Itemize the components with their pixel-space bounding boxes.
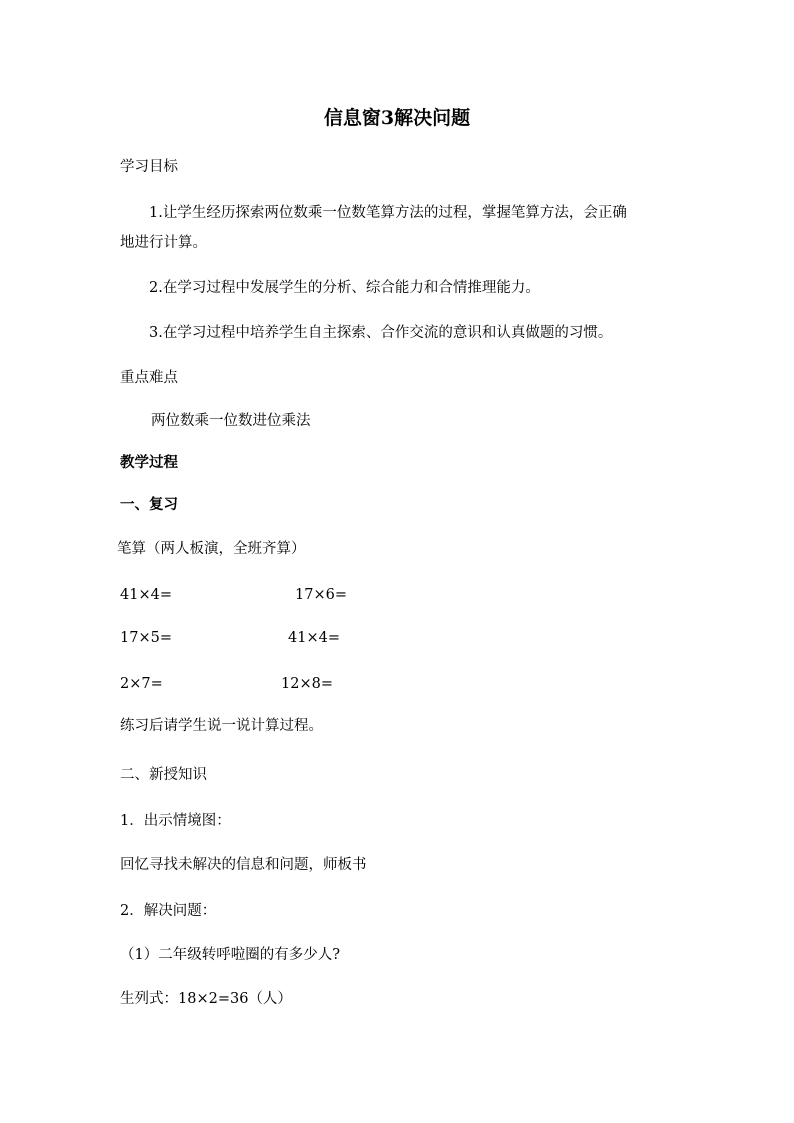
goal-item-1-line-1: 1.让学生经历探索两位数乘一位数笔算方法的过程，掌握笔算方法，会正确	[149, 205, 627, 221]
review-heading: 一、复习	[120, 496, 178, 513]
goal-item-1-line-2: 地进行计算。	[120, 235, 207, 251]
process-heading: 教学过程	[120, 454, 178, 471]
question-1: （1）二年级转呼啦圈的有多少人?	[120, 947, 340, 963]
review-after: 练习后请学生说一说计算过程。	[120, 718, 323, 734]
step-2: 2．解决问题：	[120, 903, 217, 919]
exercise-item: 17×6=	[295, 587, 347, 603]
key-points-content: 两位数乘一位数进位乘法	[151, 413, 311, 429]
goal-item-3: 3.在学习过程中培养学生自主探索、合作交流的意识和认真做题的习惯。	[149, 325, 613, 341]
key-points-heading: 重点难点	[120, 370, 178, 386]
goal-item-2: 2.在学习过程中发展学生的分析、综合能力和合情推理能力。	[149, 280, 540, 296]
step-1: 1．出示情境图：	[120, 813, 231, 829]
exercise-item: 12×8=	[281, 676, 333, 692]
step-1-detail: 回忆寻找未解决的信息和问题，师板书	[120, 857, 367, 873]
question-1-answer: 生列式：18×2=36（人）	[120, 991, 292, 1007]
exercise-item: 2×7=	[120, 676, 163, 692]
new-knowledge-heading: 二、新授知识	[120, 767, 207, 783]
exercise-item: 17×5=	[120, 630, 172, 646]
goals-heading: 学习目标	[120, 159, 178, 175]
page-title: 信息窗3解决问题	[323, 107, 471, 129]
review-intro: 笔算（两人板演，全班齐算）	[117, 541, 306, 557]
exercise-item: 41×4=	[120, 587, 172, 603]
exercise-item: 41×4=	[288, 630, 340, 646]
